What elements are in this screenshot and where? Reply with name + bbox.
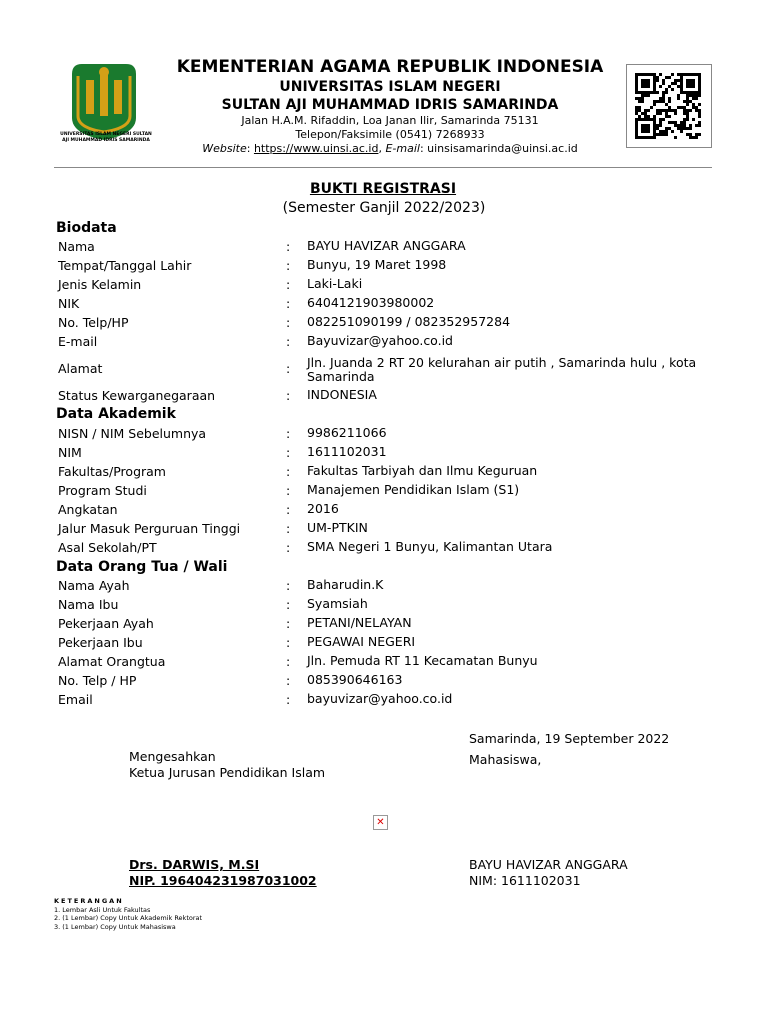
- field-row: [58, 521, 698, 540]
- field-value: 085390646163: [307, 672, 403, 687]
- field-label: Pekerjaan Ayah: [58, 616, 154, 631]
- field-row: [58, 597, 698, 616]
- field-row: [58, 654, 698, 673]
- sign-date: Samarinda, 19 September 2022: [469, 731, 670, 746]
- field-colon: :: [286, 315, 291, 330]
- email-label: E-mail: [385, 142, 420, 155]
- section-biodata: Biodata: [56, 220, 117, 236]
- field-colon: :: [286, 654, 291, 669]
- field-row: [58, 258, 698, 277]
- header-divider: [54, 167, 712, 168]
- field-colon: :: [286, 692, 291, 707]
- field-value: Baharudin.K: [307, 577, 384, 592]
- field-label: Email: [58, 692, 93, 707]
- field-value: PETANI/NELAYAN: [307, 615, 412, 630]
- field-label: NISN / NIM Sebelumnya: [58, 426, 207, 441]
- field-row: [58, 483, 698, 502]
- field-value: Bunyu, 19 Maret 1998: [307, 257, 447, 272]
- field-row: [58, 277, 698, 296]
- email-address: uinsisamarinda@uinsi.ac.id: [427, 142, 578, 155]
- notes-item: 2. (1 Lembar) Copy Untuk Akademik Rektorat: [54, 914, 203, 922]
- section-akademik: Data Akademik: [56, 406, 176, 422]
- field-value: UM-PTKIN: [307, 520, 368, 535]
- approver-role: Ketua Jurusan Pendidikan Islam: [129, 765, 326, 780]
- field-label: Asal Sekolah/PT: [58, 540, 157, 555]
- field-value: Jln. Juanda 2 RT 20 kelurahan air putih , Samarinda hulu , kota Samarinda: [307, 355, 697, 384]
- field-row: [58, 315, 698, 334]
- contact-line: Website: https://www.uinsi.ac.id, E-mail: uinsisamarinda@uinsi.ac.id: [202, 142, 578, 155]
- field-value: INDONESIA: [307, 387, 377, 402]
- university-line1: UNIVERSITAS ISLAM NEGERI: [279, 79, 501, 95]
- address: Jalan H.A.M. Rifaddin, Loa Janan Ilir, Samarinda 75131: [241, 114, 539, 127]
- title-semester: (Semester Ganjil 2022/2023): [282, 200, 486, 216]
- student-role: Mahasiswa,: [469, 752, 542, 767]
- field-value: 6404121903980002: [307, 295, 435, 310]
- field-colon: :: [286, 296, 291, 311]
- logo-caption: UNIVERSITAS ISLAM NEGERI SULTAN AJI MUHAMMAD IDRIS SAMARINDA: [60, 132, 152, 143]
- field-label: Nama Ayah: [58, 578, 130, 593]
- field-row: [58, 540, 698, 559]
- field-label: Alamat: [58, 361, 103, 376]
- ministry-name: KEMENTERIAN AGAMA REPUBLIK INDONESIA: [176, 57, 604, 77]
- qr-code: [626, 64, 712, 148]
- field-colon: :: [286, 258, 291, 273]
- student-sign-block: [469, 731, 669, 768]
- field-row: [58, 426, 698, 445]
- field-row: [58, 502, 698, 521]
- field-label: Program Studi: [58, 483, 147, 498]
- field-colon: :: [286, 277, 291, 292]
- field-colon: :: [286, 445, 291, 460]
- field-row: [58, 388, 698, 407]
- student-signature: [469, 857, 628, 889]
- field-row: [58, 239, 698, 258]
- field-value: BAYU HAVIZAR ANGGARA: [307, 238, 466, 253]
- field-value: Laki-Laki: [307, 276, 363, 291]
- student-nim: NIM: 1611102031: [469, 873, 581, 888]
- field-row: [58, 445, 698, 464]
- field-colon: :: [286, 239, 291, 254]
- field-label: No. Telp/HP: [58, 315, 129, 330]
- field-value: 2016: [307, 501, 339, 516]
- document-title: [0, 180, 768, 218]
- field-row: [58, 635, 698, 654]
- field-label: NIM: [58, 445, 82, 460]
- field-value: SMA Negeri 1 Bunyu, Kalimantan Utara: [307, 539, 553, 554]
- section-ortu: Data Orang Tua / Wali: [56, 559, 228, 575]
- approver-signature: [129, 857, 317, 889]
- approval-block: [129, 749, 325, 781]
- field-row: [58, 692, 698, 711]
- field-colon: :: [286, 616, 291, 631]
- letterhead: [150, 56, 630, 156]
- field-label: No. Telp / HP: [58, 673, 137, 688]
- phone: Telepon/Faksimile (0541) 7268933: [295, 128, 485, 141]
- field-label: Fakultas/Program: [58, 464, 166, 479]
- field-label: Tempat/Tanggal Lahir: [58, 258, 192, 273]
- field-colon: :: [286, 635, 291, 650]
- field-label: E-mail: [58, 334, 98, 349]
- approval-label: Mengesahkan: [129, 749, 216, 764]
- field-label: Jenis Kelamin: [58, 277, 142, 292]
- field-row: [58, 578, 698, 597]
- field-value: bayuvizar@yahoo.co.id: [307, 691, 453, 706]
- field-row: [58, 296, 698, 315]
- website-label: Website: [202, 142, 247, 155]
- field-colon: :: [286, 540, 291, 555]
- approver-name: Drs. DARWIS, M.SI: [129, 857, 260, 872]
- student-name: BAYU HAVIZAR ANGGARA: [469, 857, 628, 872]
- field-value: PEGAWAI NEGERI: [307, 634, 416, 649]
- field-colon: :: [286, 502, 291, 517]
- field-colon: :: [286, 673, 291, 688]
- field-colon: :: [286, 597, 291, 612]
- website-link[interactable]: https://www.uinsi.ac.id: [253, 142, 379, 155]
- field-colon: :: [286, 361, 291, 376]
- field-colon: :: [286, 521, 291, 536]
- field-label: Nama: [58, 239, 95, 254]
- field-row: [58, 673, 698, 692]
- field-colon: :: [286, 426, 291, 441]
- field-label: Alamat Orangtua: [58, 654, 166, 669]
- field-value: Bayuvizar@yahoo.co.id: [307, 333, 453, 348]
- approver-nip: NIP. 196404231987031002: [129, 873, 317, 888]
- notes-item: 1. Lembar Asli Untuk Fakultas: [54, 905, 151, 914]
- field-row: [58, 464, 698, 483]
- field-value: Manajemen Pendidikan Islam (S1): [307, 482, 520, 497]
- field-colon: :: [286, 464, 291, 479]
- field-label: Status Kewarganegaraan: [58, 388, 216, 403]
- field-colon: :: [286, 483, 291, 498]
- field-row: [58, 355, 698, 384]
- field-label: Angkatan: [58, 502, 118, 517]
- university-line2: SULTAN AJI MUHAMMAD IDRIS SAMARINDA: [221, 97, 559, 113]
- field-value: Jln. Pemuda RT 11 Kecamatan Bunyu: [307, 653, 538, 668]
- field-colon: :: [286, 334, 291, 349]
- field-colon: :: [286, 388, 291, 403]
- notes-block: [54, 897, 202, 931]
- field-value: Fakultas Tarbiyah dan Ilmu Keguruan: [307, 463, 538, 478]
- field-value: 9986211066: [307, 425, 387, 440]
- notes-item: 3. (1 Lembar) Copy Untuk Mahasiswa: [54, 922, 176, 931]
- field-value: Syamsiah: [307, 596, 368, 611]
- field-label: NIK: [58, 296, 80, 311]
- notes-title: KETERANGAN: [54, 897, 124, 905]
- field-label: Pekerjaan Ibu: [58, 635, 143, 650]
- field-row: [58, 334, 698, 353]
- field-row: [58, 616, 698, 635]
- field-colon: :: [286, 578, 291, 593]
- broken-image-icon: ✕: [373, 815, 388, 830]
- title-main: BUKTI REGISTRASI: [309, 181, 457, 197]
- field-label: Nama Ibu: [58, 597, 119, 612]
- field-value: 082251090199 / 082352957284: [307, 314, 511, 329]
- field-value: 1611102031: [307, 444, 387, 459]
- field-label: Jalur Masuk Perguruan Tinggi: [58, 521, 241, 536]
